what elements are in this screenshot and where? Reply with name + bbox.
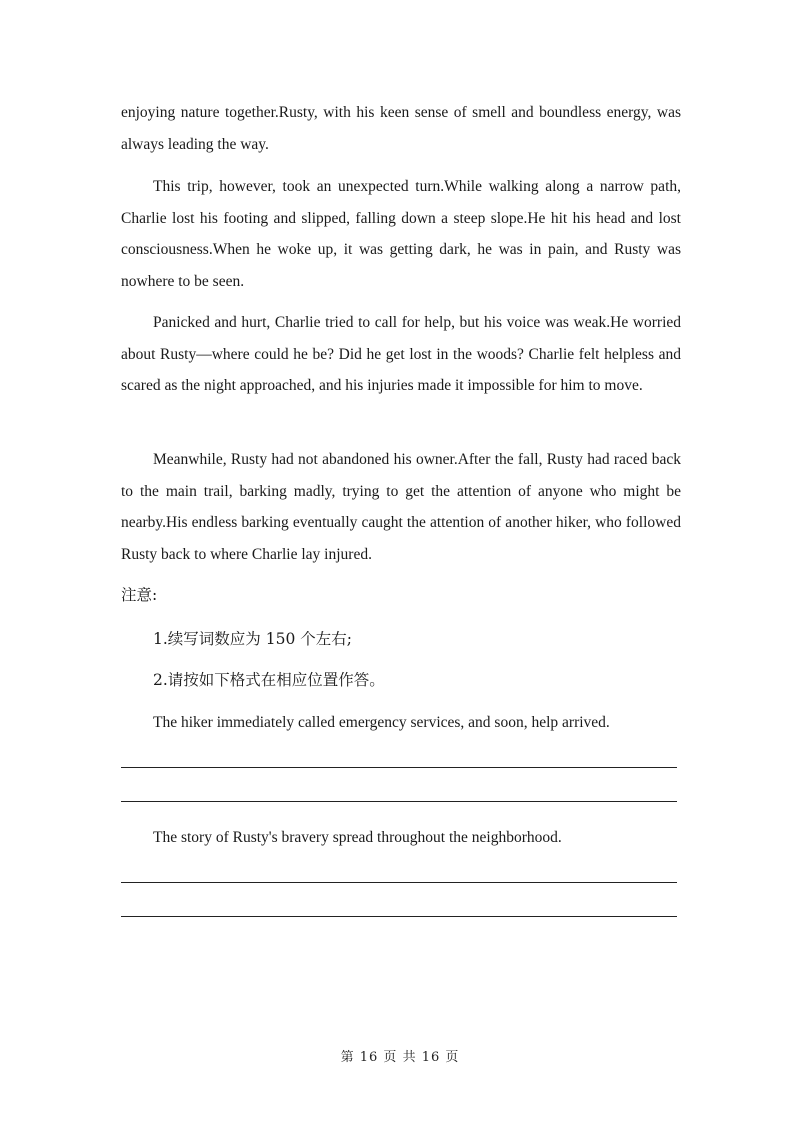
paragraph-unexpected-turn: This trip, however, took an unexpected turn.While walking along a narrow path, Charlie lost his footing and slipped, falling down a steep slope.He hit his head and lost consciousness.When he woke up, it was getting dark, he was in pain, and Rusty was nowhere to be seen. [121,178,681,290]
page-number-footer: 第 16 页 共 16 页 [340,1050,460,1065]
prompt-paragraph-1: The hiker immediately called emergency services, and soon, help arrived. [153,714,610,731]
prompt-paragraph-2: The story of Rusty's bravery spread throughout the neighborhood. [153,829,562,846]
notes-heading: 注意: [121,586,158,604]
answer-line [121,767,677,768]
paragraph-panicked: Panicked and hurt, Charlie tried to call for help, but his voice was weak.He worried about Rusty—where could he be? Did he get lost in the woods? Charlie felt helpless and scared as the night approached, and his injuries made it impossible for him to move. [121,314,681,394]
answer-line [121,916,677,917]
note-item-word-count: 1.续写词数应为 150 个左右; [153,630,352,648]
paragraph-meanwhile: Meanwhile, Rusty had not abandoned his owner.After the fall, Rusty had raced back to the main trail, barking madly, trying to get the attention of anyone who might be nearby.His endless barking eventually caught the attention of another hiker, who followed Rusty back to where Charlie lay injured. [121,451,681,563]
paragraph-continuation: enjoying nature together.Rusty, with his keen sense of smell and boundless energy, was always leading the way. [121,104,681,153]
answer-line [121,882,677,883]
answer-line [121,801,677,802]
note-item-format: 2.请按如下格式在相应位置作答。 [153,671,385,689]
